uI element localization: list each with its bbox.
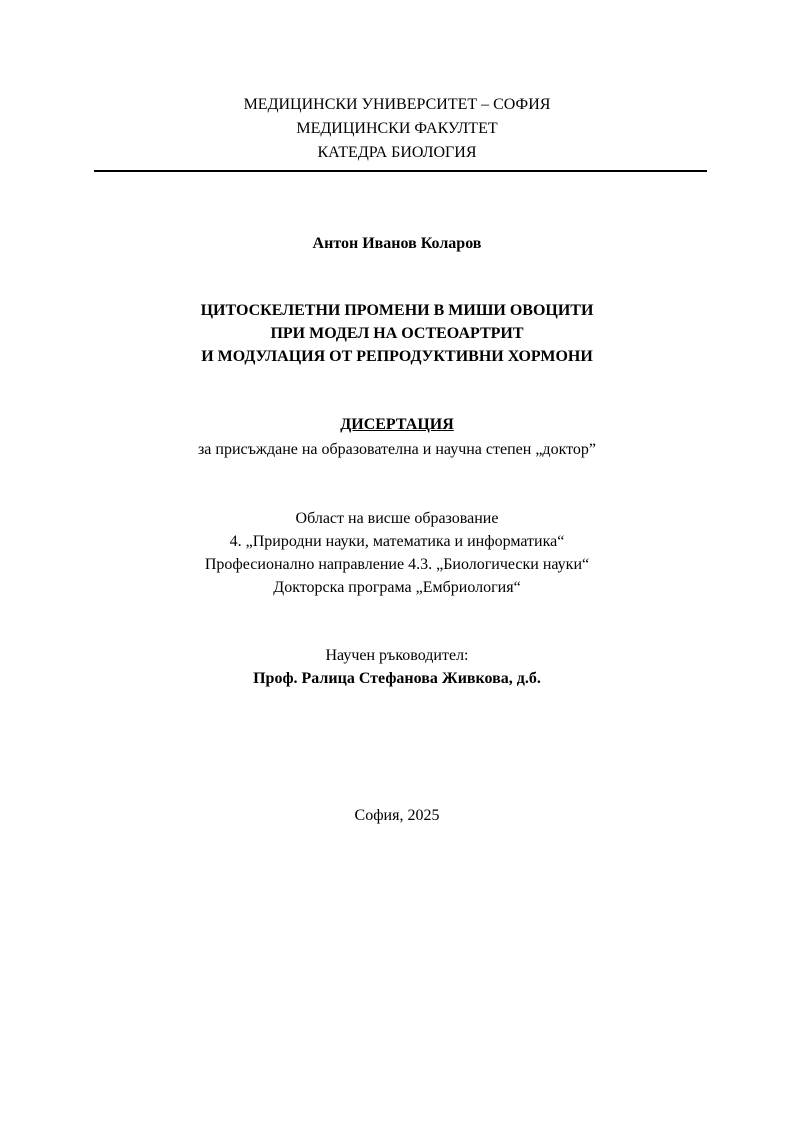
document-type-label: ДИСЕРТАЦИЯ	[340, 416, 454, 433]
university-name: МЕДИЦИНСКИ УНИВЕРСИТЕТ – СОФИЯ	[243, 96, 551, 113]
header-divider	[94, 170, 707, 172]
education-area: 4. „Природни науки, математика и информатика“	[229, 533, 565, 550]
supervisor-name: Проф. Ралица Стефанова Живкова, д.б.	[253, 670, 541, 687]
education-area-label: Област на висше образование	[295, 510, 499, 527]
place-and-year: София, 2025	[354, 807, 440, 824]
author-name: Антон Иванов Коларов	[312, 235, 482, 252]
supervisor-label: Научен ръководител:	[325, 647, 469, 664]
department-name: КАТЕДРА БИОЛОГИЯ	[317, 144, 477, 161]
professional-direction: Професионално направление 4.3. „Биологически науки“	[204, 556, 590, 573]
faculty-name: МЕДИЦИНСКИ ФАКУЛТЕТ	[296, 120, 498, 137]
thesis-title-line-2: ПРИ МОДЕЛ НА ОСТЕОАРТРИТ	[270, 325, 524, 342]
thesis-title-line-3: И МОДУЛАЦИЯ ОТ РЕПРОДУКТИВНИ ХОРМОНИ	[201, 348, 593, 365]
doctoral-program: Докторска програма „Ембриология“	[273, 579, 521, 596]
thesis-title-line-1: ЦИТОСКЕЛЕТНИ ПРОМЕНИ В МИШИ ОВОЦИТИ	[200, 302, 594, 319]
degree-purpose: за присъждане на образователна и научна степен „доктор”	[197, 441, 597, 458]
